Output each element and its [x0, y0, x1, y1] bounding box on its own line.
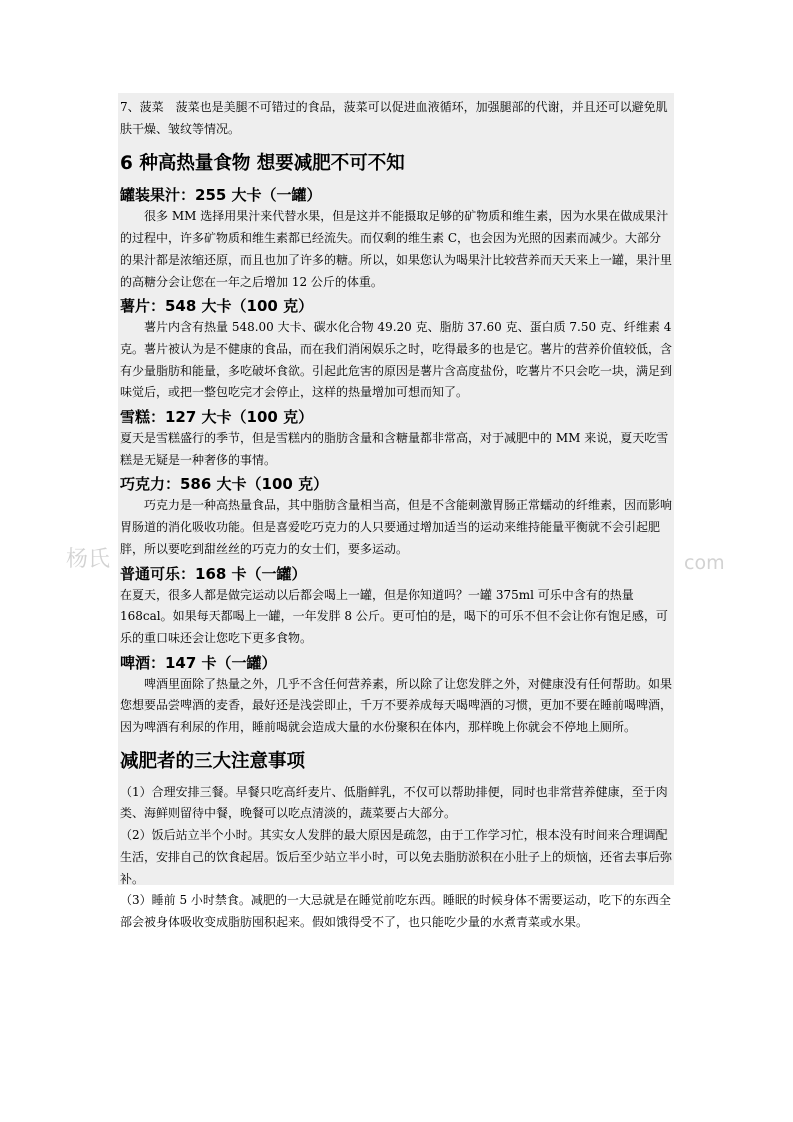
tip-item: （2）饭后站立半个小时。其实女人发胖的最大原因是疏忽，由于工作学习忙，根本没有时间来合理调配生活，安排自己的饮食起居。饭后至少站立半小时，可以免去脂肪淤积在小肚子上的烦恼，还省去事后弥补。	[120, 828, 673, 886]
food-heading-juice: 罐装果汁：255 大卡（一罐）	[120, 186, 322, 205]
food-body-juice: 很多 MM 选择用果汁来代替水果，但是这并不能摄取足够的矿物质和维生素，因为水果在做成果汁的过程中，许多矿物质和维生素都已经流失。而仅剩的维生素 C，也会因为光照的因素而减少。大部分的果汁都是浓缩还原，而且也加了许多的糖。所以，如果您认为喝果汁比较营养而天天来上一罐，果汁里的高糖分会让您在一年之后增加 12 公斤的体重。	[120, 209, 673, 289]
food-body-cola: 在夏天，很多人都是做完运动以后都会喝上一罐，但是你知道吗？一罐 375ml 可乐中含有的热量 168cal。如果每天都喝上一罐，一年发胖 8 公斤。更可怕的是，喝下的可乐不但不会让你有饱足感，可乐的重口味还会让您吃下更多食物。	[120, 587, 668, 645]
watermark-right: com	[684, 552, 725, 574]
food-body-chocolate: 巧克力是一种高热量食品，其中脂肪含量相当高，但是不含能刺激胃肠正常蠕动的纤维素，因而影响胃肠道的消化吸收功能。但是喜爱吃巧克力的人只要通过增加适当的运动来维持能量平衡就不会引起肥胖，所以要吃到甜丝丝的巧克力的女士们，要多运动。	[120, 498, 673, 556]
watermark-left: 杨氏	[66, 547, 111, 572]
intro-paragraph: 7、菠菜 菠菜也是美腿不可错过的食品，菠菜可以促进血液循环，加强腿部的代谢，并且还可以避免肌肤干燥、皱纹等情况。	[120, 100, 668, 136]
section-title-high-calorie-foods: 6 种高热量食物 想要减肥不可不知	[120, 153, 405, 175]
document-body	[118, 93, 674, 929]
tip-item: （1）合理安排三餐。早餐只吃高纤麦片、低脂鲜乳，不仅可以帮助排便，同时也非常营养健康，至于肉类、海鲜则留待中餐，晚餐可以吃点清淡的，蔬菜要占大部分。	[120, 784, 668, 821]
food-heading-beer: 啤酒：147 卡（一罐）	[120, 653, 277, 672]
tip-item: （3）睡前 5 小时禁食。减肥的一大忌就是在睡觉前吃东西。睡眠的时候身体不需要运动，吃下的东西全部会被身体吸收变成脂肪囤积起来。假如饿得受不了，也只能吃少量的水煮青菜或水果。	[120, 893, 671, 929]
food-body-icecream: 夏天是雪糕盛行的季节，但是雪糕内的脂肪含量和含糖量都非常高，对于减肥中的 MM 来说，夏天吃雪糕是无疑是一种奢侈的事情。	[120, 431, 669, 467]
food-heading-chips: 薯片：548 大卡（100 克）	[120, 297, 314, 316]
food-body-beer: 啤酒里面除了热量之外，几乎不含任何营养素，所以除了让您发胖之外，对健康没有任何帮助。如果您想要品尝啤酒的麦香，最好还是浅尝即止，千万不要养成每天喝啤酒的习惯，更加不要在睡前喝啤酒，因为啤酒有利尿的作用，睡前喝就会造成大量的水份聚积在体内，那样晚上你就会不停地上厕所。	[120, 676, 673, 735]
food-body-chips: 薯片内含有热量 548.00 大卡、碳水化合物 49.20 克、脂肪 37.60 克、蛋白质 7.50 克、纤维素 4 克。薯片被认为是不健康的食品，而在我们消闲娱乐之时，吃得最多的也是它。薯片的营养价值较低，含有少量脂肪和能量，多吃破坏食欲。引起此危害的原因是薯片含高度盐份，吃薯片不只会吃一块，满足到味觉后，或把一整包吃完才会停止，这样的热量增加可想而知了。	[120, 320, 673, 400]
food-heading-chocolate: 巧克力：586 大卡（100 克）	[120, 475, 329, 494]
section-title-diet-tips: 减肥者的三大注意事项	[120, 750, 306, 772]
food-heading-cola: 普通可乐：168 卡（一罐）	[120, 564, 307, 583]
food-heading-icecream: 雪糕：127 大卡（100 克）	[120, 408, 314, 427]
